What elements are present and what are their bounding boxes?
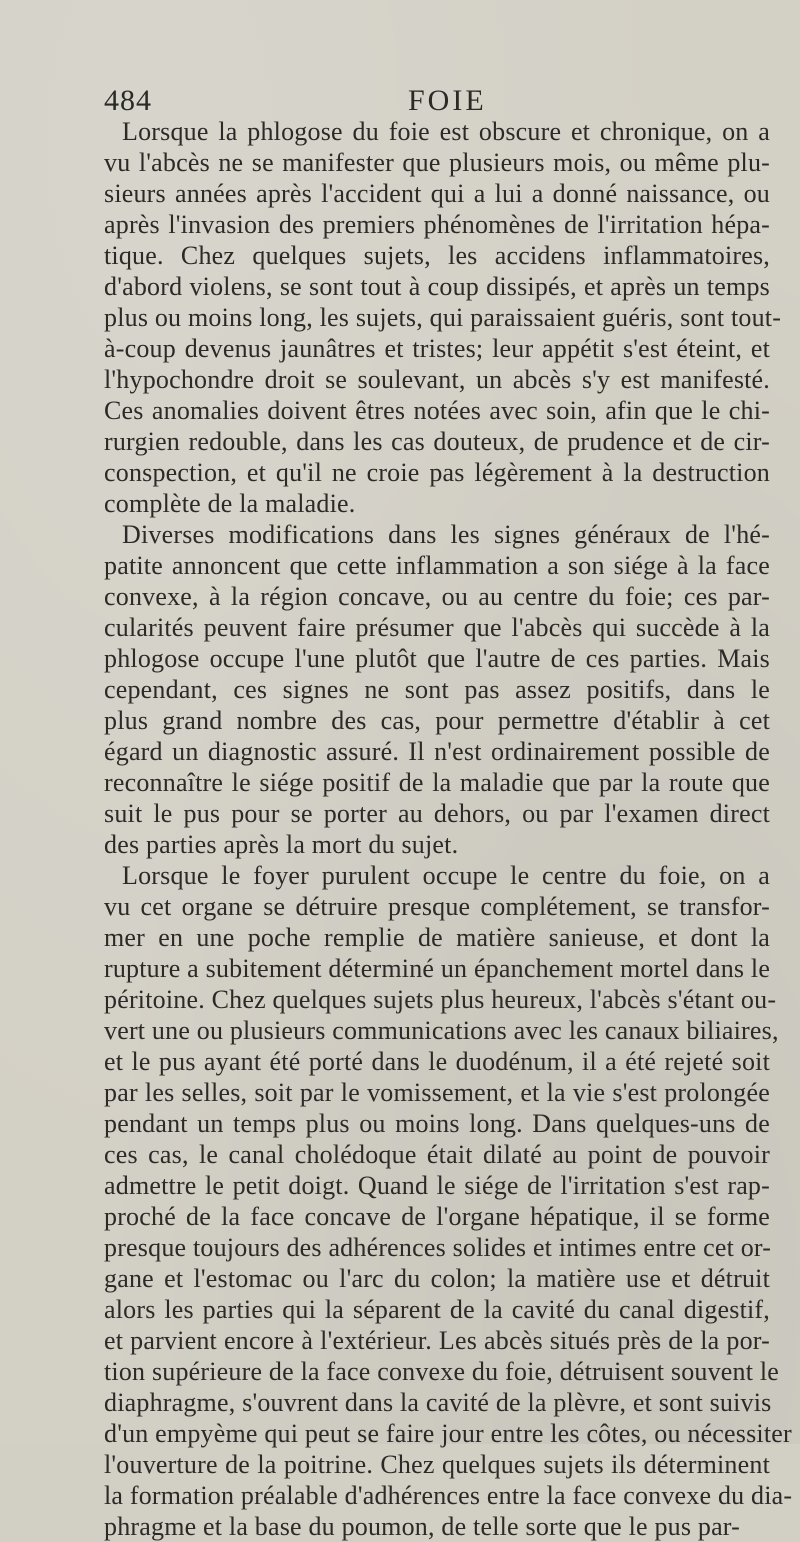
text-line: suit le pus pour se porter au dehors, ou par l'examen direct (104, 799, 770, 828)
text-line: péritoine. Chez quelques sujets plus heureux, l'abcès s'étant ou- (104, 985, 777, 1014)
text-line: plus ou moins long, les sujets, qui paraissaient guéris, sont tout- (104, 303, 782, 332)
text-line: complète de la maladie. (104, 489, 356, 518)
text-line: égard un diagnostic assuré. Il n'est ordinairement possible de (104, 737, 770, 766)
text-line: la formation préalable d'adhérences entre la face convexe du dia- (104, 1481, 793, 1510)
text-line: phlogose occupe l'une plutôt que l'autre de ces parties. Mais (104, 644, 770, 673)
text-line: d'abord violens, se sont tout à coup dissipés, et après un temps (104, 272, 770, 301)
text-line: par les selles, soit par le vomissement, et la vie s'est prolongée (104, 1078, 770, 1107)
text-line: vert une ou plusieurs communications avec les canaux biliaires, (104, 1016, 779, 1045)
text-line: cularités peuvent faire présumer que l'abcès qui succède à la (104, 613, 770, 642)
text-line: l'hypochondre droit se soulevant, un abcès s'y est manifesté. (104, 365, 770, 394)
text-line: convexe, à la région concave, ou au centre du foie; ces par- (104, 582, 770, 611)
text-line: cependant, ces signes ne sont pas assez positifs, dans le (104, 675, 770, 704)
text-line: Lorsque le foyer purulent occupe le centre du foie, on a (122, 861, 770, 890)
text-line: rurgien redouble, dans les cas douteux, de prudence et de cir- (104, 427, 770, 456)
text-line: Lorsque la phlogose du foie est obscure et chronique, on a (122, 117, 770, 146)
text-line: pendant un temps plus ou moins long. Dans quelques-uns de (104, 1109, 770, 1138)
text-line: l'ouverture de la poitrine. Chez quelques sujets ils déterminent (104, 1450, 770, 1479)
text-line: admettre le petit doigt. Quand le siége de l'irritation s'est rap- (104, 1171, 770, 1200)
text-line: presque toujours des adhérences solides et intimes entre cet or- (104, 1233, 772, 1262)
text-line: conspection, et qu'il ne croie pas légèrement à la destruction (104, 458, 770, 487)
text-line: reconnaître le siége positif de la maladie que par la route que (104, 768, 770, 797)
body-text (104, 116, 793, 1542)
text-line: après l'invasion des premiers phénomènes de l'irritation hépa- (104, 210, 770, 239)
text-line: à-coup devenus jaunâtres et tristes; leur appétit s'est éteint, et (104, 334, 770, 363)
text-line: des parties après la mort du sujet. (104, 830, 459, 859)
text-line: Diverses modifications dans les signes généraux de l'hé- (122, 520, 770, 549)
text-line: proché de la face concave de l'organe hépatique, il se forme (104, 1202, 770, 1231)
running-head: FOIE (408, 84, 487, 117)
text-line: mer en une poche remplie de matière sanieuse, et dont la (104, 923, 770, 952)
text-line: phragme et la base du poumon, de telle sorte que le pus par- (104, 1512, 740, 1541)
text-line: ces cas, le canal cholédoque était dilaté au point de pouvoir (104, 1140, 770, 1169)
text-line: diaphragme, s'ouvrent dans la cavité de la plèvre, et sont suivis (104, 1388, 772, 1417)
text-line: alors les parties qui la séparent de la cavité du canal digestif, (104, 1295, 770, 1324)
paragraph (104, 116, 782, 519)
text-line: d'un empyème qui peut se faire jour entre les côtes, ou nécessiter (104, 1419, 792, 1448)
text-line: et le pus ayant été porté dans le duodénum, il a été rejeté soit (104, 1047, 770, 1076)
text-line: vu cet organe se détruire presque complétement, se transfor- (104, 892, 770, 921)
paragraph (104, 519, 770, 860)
text-line: Ces anomalies doivent êtres notées avec soin, afin que le chi- (104, 396, 770, 425)
text-line: et parvient encore à l'extérieur. Les abcès situés près de la por- (104, 1326, 770, 1355)
text-line: rupture a subitement déterminé un épanchement mortel dans le (104, 954, 771, 983)
text-line: gane et l'estomac ou l'arc du colon; la matière use et détruit (104, 1264, 770, 1293)
text-line: vu l'abcès ne se manifester que plusieurs mois, ou même plu- (104, 148, 770, 177)
text-line: patite annoncent que cette inflammation a son siége à la face (104, 551, 770, 580)
text-line: tique. Chez quelques sujets, les accidens inflammatoires, (104, 241, 770, 270)
paragraph (104, 860, 793, 1542)
page-number: 484 (104, 84, 152, 117)
text-line: sieurs années après l'accident qui a lui a donné naissance, ou (104, 179, 770, 208)
text-line: plus grand nombre des cas, pour permettre d'établir à cet (104, 706, 770, 735)
text-line: tion supérieure de la face convexe du foie, détruisent souvent le (104, 1357, 780, 1386)
